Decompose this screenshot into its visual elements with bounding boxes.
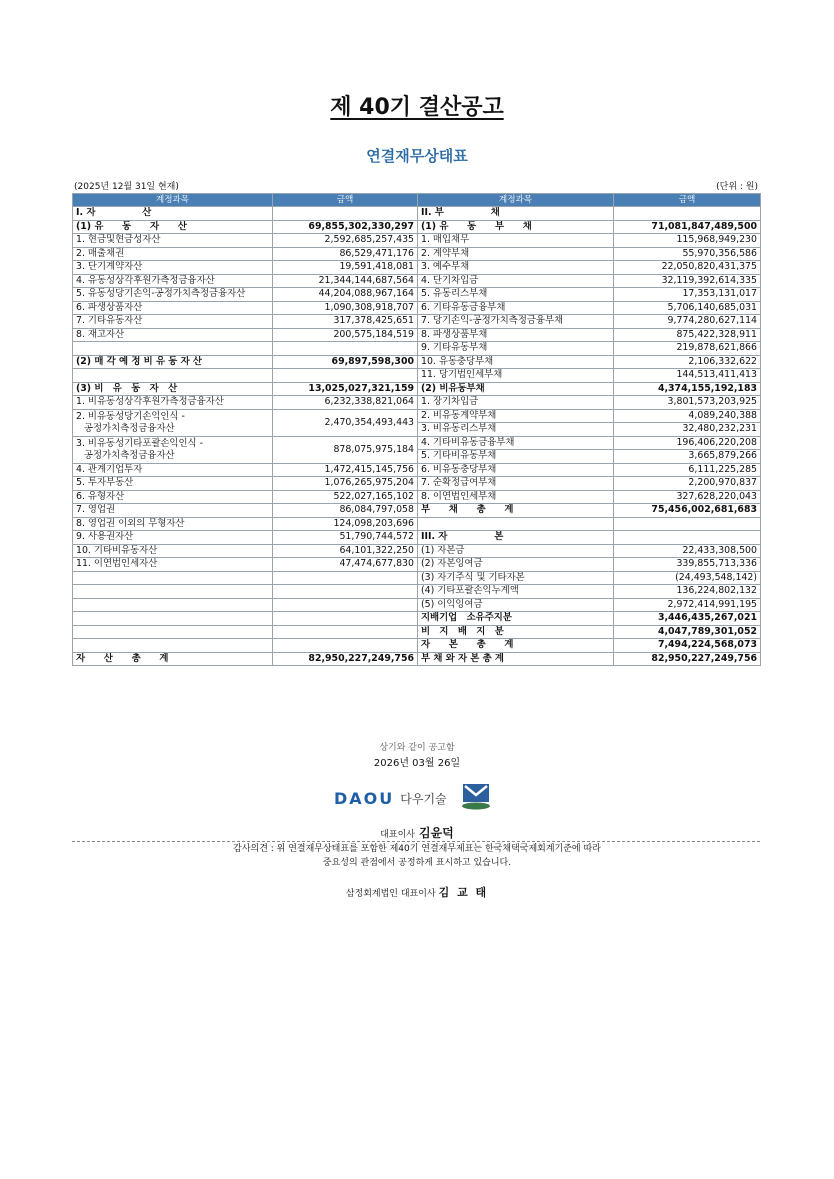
- column-header: 계정과목: [73, 194, 273, 207]
- account-label: I. 자 산: [73, 207, 273, 221]
- amount: 44,204,088,967,164: [273, 288, 418, 302]
- table-row: [73, 504, 761, 518]
- account-label: (1) 자본금: [418, 544, 614, 558]
- table-row: [73, 436, 761, 450]
- amount: [273, 369, 418, 383]
- auditor-label: 삼정회계법인 대표이사: [345, 889, 436, 899]
- amount: [614, 207, 761, 221]
- account-label: 8. 영업권 이외의 무형자산: [73, 517, 273, 531]
- column-header: 금액: [614, 194, 761, 207]
- amount: 71,081,847,489,500: [614, 220, 761, 234]
- table-row: [73, 220, 761, 234]
- account-label: 7. 순확정급여부채: [418, 477, 614, 491]
- table-body: [73, 207, 761, 666]
- amount: 2,106,332,622: [614, 355, 761, 369]
- amount: 22,433,308,500: [614, 544, 761, 558]
- date-note: (2025년 12월 31일 현재): [74, 182, 179, 192]
- amount: 339,855,713,336: [614, 558, 761, 572]
- amount: 878,075,975,184: [273, 436, 418, 463]
- table-row: [73, 342, 761, 356]
- amount: (24,493,548,142): [614, 571, 761, 585]
- amount: 1,472,415,145,756: [273, 463, 418, 477]
- amount: 64,101,322,250: [273, 544, 418, 558]
- amount: [273, 598, 418, 612]
- representative: [0, 824, 834, 841]
- table-row: [73, 301, 761, 315]
- amount: 522,027,165,102: [273, 490, 418, 504]
- table-row: [73, 544, 761, 558]
- amount: 69,897,598,300: [273, 355, 418, 369]
- column-header: 금액: [273, 194, 418, 207]
- page-title: 제 40기 결산공고: [330, 95, 504, 120]
- opinion-line: 중요성의 관점에서 공정하게 표시하고 있습니다.: [322, 858, 512, 868]
- amount: 21,344,144,687,564: [273, 274, 418, 288]
- amount: 55,970,356,586: [614, 247, 761, 261]
- amount: 6,232,338,821,064: [273, 396, 418, 410]
- account-label: 6. 유형자산: [73, 490, 273, 504]
- amount: 19,591,418,081: [273, 261, 418, 275]
- account-label: 11. 당기법인세부채: [418, 369, 614, 383]
- amount: 22,050,820,431,375: [614, 261, 761, 275]
- account-label: 7. 당기손익-공정가치측정금융부채: [418, 315, 614, 329]
- account-label: 4. 단기차입금: [418, 274, 614, 288]
- table-row: [73, 207, 761, 221]
- account-label: 6. 파생상품자산: [73, 301, 273, 315]
- amount: 4,089,240,388: [614, 409, 761, 423]
- account-label: 5. 유동리스부채: [418, 288, 614, 302]
- table-row: [73, 315, 761, 329]
- account-label: (2) 매 각 예 정 비 유 동 자 산: [73, 355, 273, 369]
- account-label: 9. 기타유동부채: [418, 342, 614, 356]
- amount: 32,119,392,614,335: [614, 274, 761, 288]
- table-row: [73, 409, 761, 423]
- amount: 82,950,227,249,756: [614, 652, 761, 666]
- amount: 3,665,879,266: [614, 450, 761, 464]
- account-label: [73, 625, 273, 639]
- table-row: [73, 247, 761, 261]
- amount: 196,406,220,208: [614, 436, 761, 450]
- account-label-line: 3. 비유동성기타포괄손익인식 -: [76, 437, 203, 449]
- table-row: [73, 652, 761, 666]
- amount: 13,025,027,321,159: [273, 382, 418, 396]
- account-label: 3. 예수부채: [418, 261, 614, 275]
- amount: [614, 531, 761, 545]
- table-row: [73, 463, 761, 477]
- account-label: [73, 639, 273, 653]
- account-label: 3. 단기계약자산: [73, 261, 273, 275]
- amount: 86,529,471,176: [273, 247, 418, 261]
- amount: 4,047,789,301,052: [614, 625, 761, 639]
- account-label: 3. 비유동리스부채: [418, 423, 614, 437]
- audit-opinion: [0, 842, 834, 870]
- account-label: 1. 현금및현금성자산: [73, 234, 273, 248]
- table-row: [73, 490, 761, 504]
- account-label: 1. 매입채무: [418, 234, 614, 248]
- account-label: 10. 유동충당부채: [418, 355, 614, 369]
- table-row: [73, 274, 761, 288]
- balance-sheet-table: [72, 193, 761, 666]
- amount: [273, 571, 418, 585]
- account-label: (3) 비 유 동 자 산: [73, 382, 273, 396]
- account-label: 5. 기타비유동부채: [418, 450, 614, 464]
- auditor-name: 김 교 태: [438, 886, 489, 899]
- amount: 7,494,224,568,073: [614, 639, 761, 653]
- amount: 875,422,328,911: [614, 328, 761, 342]
- account-label: 자 본 총 계: [418, 639, 614, 653]
- account-label: [73, 585, 273, 599]
- announcement-date: 2026년 03월 26일: [373, 758, 461, 769]
- amount: 2,200,970,837: [614, 477, 761, 491]
- account-label: 부 채 와 자 본 총 계: [418, 652, 614, 666]
- table-row: [73, 531, 761, 545]
- account-label: [73, 436, 273, 463]
- company-name: 다우기술: [400, 791, 447, 806]
- column-header: 계정과목: [418, 194, 614, 207]
- account-label: 4. 기타비유동금융부채: [418, 436, 614, 450]
- account-label: 2. 매출채권: [73, 247, 273, 261]
- statement-title: 연결재무상태표: [366, 147, 468, 165]
- account-label: 4. 관계기업투자: [73, 463, 273, 477]
- company-logo: [334, 786, 447, 810]
- account-label: 6. 기타유동금융부채: [418, 301, 614, 315]
- account-label: (5) 이익잉여금: [418, 598, 614, 612]
- amount: [273, 639, 418, 653]
- account-label: II. 부 채: [418, 207, 614, 221]
- table-row: [73, 612, 761, 626]
- company-seal-icon: [460, 783, 494, 811]
- account-label-line: 공정가치측정금융자산: [84, 449, 175, 461]
- announcement-note: 상기와 같이 공고함: [379, 743, 455, 753]
- account-label: 자 산 총 계: [73, 652, 273, 666]
- account-label: 지배기업 소유주지분: [418, 612, 614, 626]
- amount: 6,111,225,285: [614, 463, 761, 477]
- account-label: 부 채 총 계: [418, 504, 614, 518]
- rep-name: 김윤덕: [419, 826, 454, 840]
- amount: [614, 517, 761, 531]
- table-row: [73, 585, 761, 599]
- account-label: 8. 이연법인세부채: [418, 490, 614, 504]
- table-row: [73, 382, 761, 396]
- account-label: 6. 비유동충당부채: [418, 463, 614, 477]
- account-label: [73, 369, 273, 383]
- account-label: III. 자 본: [418, 531, 614, 545]
- amount: 32,480,232,231: [614, 423, 761, 437]
- logo-wordmark: DAOU: [334, 788, 395, 808]
- account-label: 11. 이연법인세자산: [73, 558, 273, 572]
- amount: 47,474,677,830: [273, 558, 418, 572]
- account-label: 8. 재고자산: [73, 328, 273, 342]
- amount: 2,592,685,257,435: [273, 234, 418, 248]
- account-label-line: 공정가치측정금융자산: [84, 422, 175, 434]
- account-label: 1. 장기차입금: [418, 396, 614, 410]
- table-row: [73, 355, 761, 369]
- table-row: [73, 234, 761, 248]
- amount: 69,855,302,330,297: [273, 220, 418, 234]
- account-label: 10. 기타비유동자산: [73, 544, 273, 558]
- table-row: [73, 598, 761, 612]
- table-row: [73, 639, 761, 653]
- amount: 4,374,155,192,183: [614, 382, 761, 396]
- amount: 2,972,414,991,195: [614, 598, 761, 612]
- table-header-row: [73, 194, 761, 207]
- auditor: [0, 884, 834, 900]
- account-label: 4. 유동성상각후원가측정금융자산: [73, 274, 273, 288]
- amount: 1,076,265,975,204: [273, 477, 418, 491]
- account-label: 7. 기타유동자산: [73, 315, 273, 329]
- amount: 124,098,203,696: [273, 517, 418, 531]
- account-label: [73, 571, 273, 585]
- amount: 3,801,573,203,925: [614, 396, 761, 410]
- account-label: [73, 409, 273, 436]
- account-label: 7. 영업권: [73, 504, 273, 518]
- account-label: [73, 342, 273, 356]
- account-label: 9. 사용권자산: [73, 531, 273, 545]
- account-label: (4) 기타포괄손익누계액: [418, 585, 614, 599]
- amount: [273, 625, 418, 639]
- account-label: 2. 계약부채: [418, 247, 614, 261]
- account-label: (3) 자기주식 및 기타자본: [418, 571, 614, 585]
- table-row: [73, 288, 761, 302]
- account-label: [73, 612, 273, 626]
- amount: 317,378,425,651: [273, 315, 418, 329]
- amount: [273, 585, 418, 599]
- amount: 1,090,308,918,707: [273, 301, 418, 315]
- unit-note: (단위 : 원): [716, 182, 758, 192]
- table-row: [73, 261, 761, 275]
- account-label: [418, 517, 614, 531]
- account-label: 1. 비유동성상각후원가측정금융자산: [73, 396, 273, 410]
- account-label: 8. 파생상품부채: [418, 328, 614, 342]
- table-row: [73, 571, 761, 585]
- table-row: [73, 396, 761, 410]
- account-label: (2) 자본잉여금: [418, 558, 614, 572]
- amount: 82,950,227,249,756: [273, 652, 418, 666]
- account-label: (2) 비유동부채: [418, 382, 614, 396]
- table-row: [73, 625, 761, 639]
- amount: 219,878,621,866: [614, 342, 761, 356]
- amount: [273, 342, 418, 356]
- table-row: [73, 369, 761, 383]
- amount: [273, 612, 418, 626]
- amount: 5,706,140,685,031: [614, 301, 761, 315]
- amount: 86,084,797,058: [273, 504, 418, 518]
- amount: 136,224,802,132: [614, 585, 761, 599]
- amount: [273, 207, 418, 221]
- amount: 75,456,002,681,683: [614, 504, 761, 518]
- amount: 51,790,744,572: [273, 531, 418, 545]
- table-row: [73, 558, 761, 572]
- amount: 2,470,354,493,443: [273, 409, 418, 436]
- account-label: 비 지 배 지 분: [418, 625, 614, 639]
- account-label: [73, 598, 273, 612]
- opinion-line: 감사의견 : 위 연결재무상태표를 포함한 제40기 연결재무제표는 한국채택국제회계기준에 따라: [233, 844, 601, 854]
- account-label-line: 2. 비유동성당기손익인식 -: [76, 410, 185, 422]
- amount: 327,628,220,043: [614, 490, 761, 504]
- amount: 115,968,949,230: [614, 234, 761, 248]
- account-label: (1) 유 동 부 채: [418, 220, 614, 234]
- account-label: 5. 투자부동산: [73, 477, 273, 491]
- amount: 200,575,184,519: [273, 328, 418, 342]
- account-label: 5. 유동성당기손익-공정가치측정금융자산: [73, 288, 273, 302]
- rep-label: 대표이사: [380, 830, 415, 840]
- table-row: [73, 477, 761, 491]
- account-label: 2. 비유동계약부채: [418, 409, 614, 423]
- amount: 3,446,435,267,021: [614, 612, 761, 626]
- account-label: (1) 유 동 자 산: [73, 220, 273, 234]
- amount: 17,353,131,017: [614, 288, 761, 302]
- table-row: [73, 328, 761, 342]
- amount: 144,513,411,413: [614, 369, 761, 383]
- amount: 9,774,280,627,114: [614, 315, 761, 329]
- table-row: [73, 517, 761, 531]
